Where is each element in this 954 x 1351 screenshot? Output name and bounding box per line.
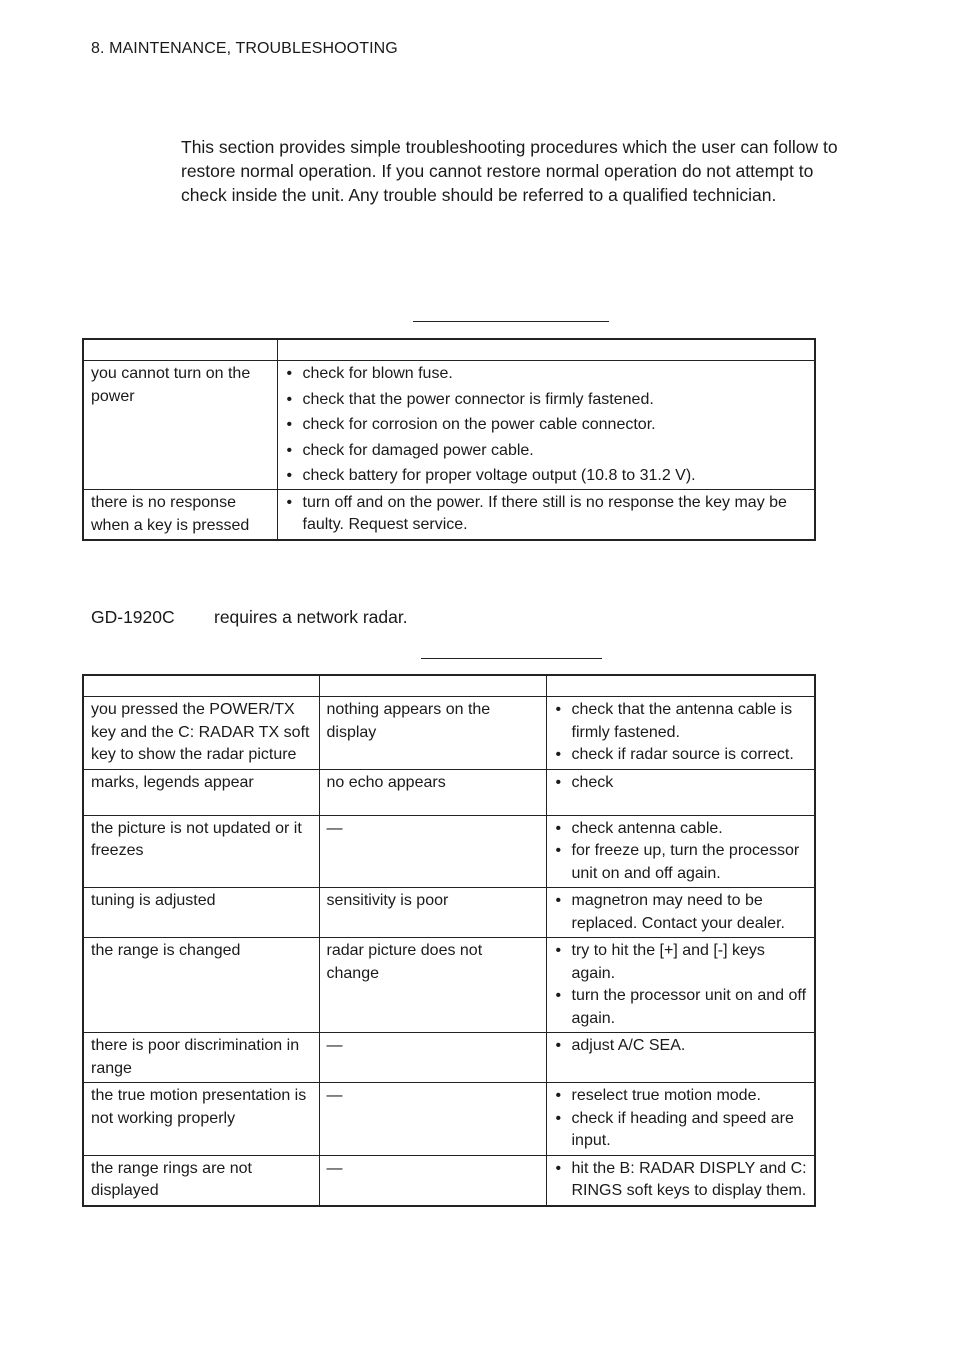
bullet-icon: • [555,773,562,791]
remedy-item: • check if heading and speed are input. [555,1109,794,1149]
remedy-item: • check that the antenna cable is firmly fastened. [555,701,793,741]
bullet-icon: • [555,942,562,959]
bullet-icon: • [555,987,562,1004]
symptom-cell: — [319,1083,546,1156]
symptom-cell: sensitivity is poor [319,888,546,938]
remedy-item: • check antenna cable. [554,818,808,841]
symptom-cell: — [319,1155,546,1206]
remedy-list [554,772,808,795]
bullet-icon: • [555,746,562,763]
remedy-item: • hit the B: RADAR DISPLY and C: RINGS soft keys to display them. [555,1159,807,1199]
remedy-item: • check for corrosion on the power cable connector. [285,414,808,436]
remedy-list [554,940,808,1030]
remedy-cell [546,815,815,888]
remedy-cell [546,769,815,815]
header-cell [83,675,319,697]
table-title-underline-general [413,321,609,322]
section-header: 8. MAINTENANCE, TROUBLESHOOTING [91,40,398,57]
header-cell [319,675,546,697]
table-row [83,888,815,938]
remedy-cell [546,1155,815,1206]
bullet-icon: • [286,467,293,484]
condition-cell: there is poor discrimination in range [83,1033,319,1083]
condition-cell: you cannot turn on the power [83,361,277,490]
radar-troubleshooting-table [82,674,816,1207]
remedy-item: • for freeze up, turn the processor unit on and off again. [555,842,800,882]
header-cell [546,675,815,697]
condition-cell: marks, legends appear [83,769,319,815]
remedy-list [554,1035,808,1058]
table-row [83,815,815,888]
bullet-icon: • [286,365,293,382]
bullet-icon: • [555,1109,562,1127]
remedy-cell [546,938,815,1033]
condition-cell: the range rings are not displayed [83,1155,319,1206]
table-row [83,1033,815,1083]
remedy-item: • turn the processor unit on and off again. [555,987,807,1027]
symptom-cell: no echo appears [319,769,546,815]
table-row [83,1083,815,1156]
table-header-row [83,675,815,697]
header-cell [277,339,815,361]
general-troubleshooting-table [82,338,816,541]
remedy-cell [546,697,815,770]
table-row [83,361,815,490]
remedy-list [554,1085,808,1153]
symptom-cell: nothing appears on the display [319,697,546,770]
condition-cell: the range is changed [83,938,319,1033]
remedy-list [554,818,808,886]
table-row [83,938,815,1033]
bullet-icon: • [555,842,562,859]
radar-note [91,607,408,628]
bullet-icon: • [555,1037,562,1054]
remedy-item: • adjust A/C SEA. [554,1035,808,1058]
condition-cell: the picture is not updated or it freezes [83,815,319,888]
remedy-item: • check that the power connector is firmly fastened. [285,389,808,411]
header-cell [83,339,277,361]
condition-cell: there is no response when a key is pressed [83,490,277,541]
model-name: GD-1920C [91,607,175,627]
bullet-icon: • [286,441,293,459]
table-row [83,490,815,541]
remedy-item: • reselect true motion mode. [554,1085,808,1108]
symptom-cell: radar picture does not change [319,938,546,1033]
bullet-icon: • [555,701,562,718]
remedy-list [554,1158,808,1203]
condition-cell: tuning is adjusted [83,888,319,938]
remedy-item: • try to hit the [+] and [-] keys again. [555,942,765,982]
bullet-icon: • [286,494,293,511]
condition-cell: the true motion presentation is not working properly [83,1083,319,1156]
bullet-icon: • [555,819,562,837]
symptom-cell: — [319,815,546,888]
remedy-list [285,363,808,487]
table-title-underline-radar [421,658,602,659]
table-header-row [83,339,815,361]
remedy-item: • check [554,772,808,795]
remedy-list [285,492,808,536]
bullet-icon: • [555,1087,562,1104]
remedy-cell [277,361,815,490]
table-row [83,697,815,770]
bullet-icon: • [555,892,562,909]
remedy-cell [546,1033,815,1083]
remedy-cell [546,1083,815,1156]
bullet-icon: • [286,390,293,408]
remedy-item: • turn off and on the power. If there still is no response the key may be faulty. Request service. [286,494,787,533]
symptom-cell: — [319,1033,546,1083]
remedy-cell [546,888,815,938]
remedy-item: • check if radar source is correct. [554,744,808,767]
remedy-item: • check for blown fuse. [285,363,808,385]
remedy-item: • check battery for proper voltage output (10.8 to 31.2 V). [285,465,808,487]
bullet-icon: • [555,1159,562,1177]
intro-paragraph: This section provides simple troubleshooting procedures which the user can follow to restore normal operation. If you cannot restore normal operation do not attempt to check inside the unit. Any trouble should be referred to a qualified technician. [181,137,838,205]
note-text: requires a network radar. [214,607,408,627]
condition-cell: you pressed the POWER/TX key and the C: RADAR TX soft key to show the radar picture [83,697,319,770]
bullet-icon: • [286,416,293,433]
table-row [83,769,815,815]
remedy-item: • check for damaged power cable. [285,440,808,462]
table-row [83,1155,815,1206]
remedy-list [554,890,808,935]
remedy-list [554,699,808,767]
remedy-item: • magnetron may need to be replaced. Contact your dealer. [555,892,785,932]
remedy-cell [277,490,815,541]
